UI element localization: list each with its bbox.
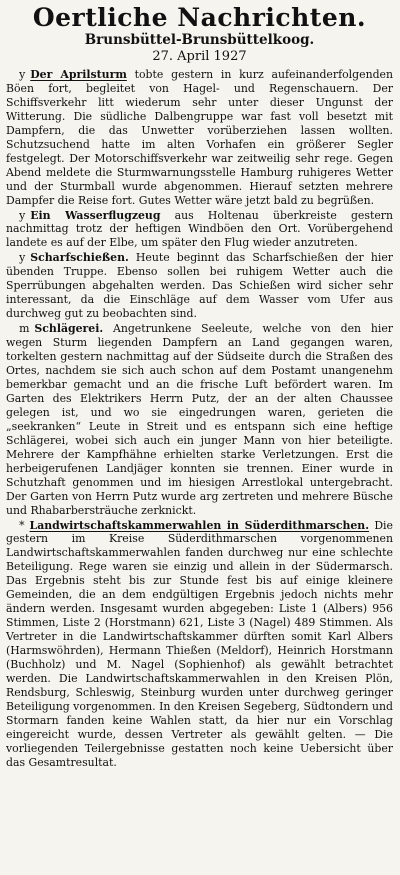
article-body: Heute beginnt das Scharfschießen der hier übenden Truppe. Ebenso sollen bei ruhigem Wetter auch die Sperrübungen abgehalten werden. Das Schießen wird sicher sehr interessant, da die Einschläge auf dem Wasser vom Ufer aus durchweg gut zu beobachten sind. xyxy=(6,251,393,321)
article-schlaegerei xyxy=(6,322,393,517)
article-body: Angetrunkene Seeleute, welche von den hier wegen Sturm liegenden Dampfern an Land gegangen waren, torkelten gestern nachmittag auf der Südseite durch die Straßen des Ortes, nachdem sie sich auch schon auf dem Postamt unangenehm bemerkbar gemacht und an die frische Luft befördert waren. Im Garten des Elektrikers Herrn Putz, der an der alten Chaussee gelegen ist, und wo sie eingedrungen waren, gerieten die „seekranken“ Leute in Streit und es entspann sich eine heftige Schlägerei, wobei sich auch ein junger Mann von hier beteiligte. Mehrere der Kampfhähne erhielten starke Verletzungen. Erst die herbeigerufenen Landjäger konnten sie trennen. Einer wurde in Schutzhaft genommen und im hiesigen Arrestlokal untergebracht. Der Garten von Herrn Putz wurde arg zertreten und mehrere Büsche und Rhabarbersträuche zerknickt. xyxy=(6,322,393,517)
article-headline: Ein Wasserflugzeug xyxy=(30,208,161,222)
article-headline: Der Aprilsturm xyxy=(30,68,127,81)
article-body: Die gestern im Kreise Süderdithmarschen vorgenommenen Landwirtschaftskammerwahlen fanden durchweg nur eine schlechte Beteiligung. Rege waren sie einzig und allein in der Südermarsch. Das Ergebnis steht bis zur Stunde fest bis auf einige kleinere Gemeinden, die an dem endgültigen Ergebnis jedoch nichts mehr ändern werden. Insgesamt wurden abgegeben: Liste 1 (Albers) 956 Stimmen, Liste 2 (Horstmann) 621, Liste 3 (Nagel) 489 Stimmen. Als Vertreter in die Landwirtschaftskammer dürften somit Karl Albers (Harmswöhrden), Hermann Thießen (Meldorf), Heinrich Horstmann (Buchholz) und M. Nagel (Sophienhof) als gewählt betrachtet werden. Die Landwirtschaftskammerwahlen in den Kreisen Plön, Rendsburg, Schleswig, Steinburg wurden unter durchweg geringer Beteiligung vorgenommen. In den Kreisen Segeberg, Südtondern und Stormarn fanden keine Wahlen statt, da hier nur ein Vorschlag eingereicht wurde, dessen Vertreter als gewählt gelten. — Die vorliegenden Teilergebnisse gestatten noch keine Uebersicht über das Gesamtresultat. xyxy=(6,518,393,769)
article-headline: Landwirtschaftskammerwahlen in Süderdithmarschen. xyxy=(29,518,370,532)
article-body: tobte gestern in kurz aufeinanderfolgenden Böen fort, begleitet von Hagel- und Regenschauern. Der Schiffsverkehr litt wiederum sehr unter dieser Ungunst der Witterung. Die südliche Dalbengruppe war fast voll besetzt mit Dampfern, die das Unwetter vorüberziehen lassen wollten. Schutzsuchend hatte im alten Vorhafen ein größerer Segler festgelegt. Der Motorschiffsverkehr war zeitweilig sehr rege. Gegen Abend meldete die Sturmwarnungsstelle Hamburg ruhigeres Wetter und der Sturmball wurde abgenommen. Hierauf setzten mehrere Dampfer die Reise fort. Gutes Wetter wäre jetzt bald zu begrüßen. xyxy=(6,68,394,207)
article-marker: * xyxy=(19,518,25,532)
article-marker: m xyxy=(19,322,30,336)
article-kammerwahlen xyxy=(6,519,393,770)
article-marker: y xyxy=(19,208,26,222)
issue-date: 27. April 1927 xyxy=(152,49,247,64)
article-scharfschiessen xyxy=(6,251,393,321)
article-marker: y xyxy=(19,68,26,81)
section-subtitle: Brunsbüttel-Brunsbüttelkoog. xyxy=(84,32,315,48)
article-marker: y xyxy=(19,251,26,265)
article-body: aus Holtenau überkreiste gestern nachmittag trotz der heftigen Windböen den Ort. Vorübergehend landete es auf der Elbe, um später den Flug wieder anzutreten. xyxy=(6,208,393,250)
article-headline: Scharfschießen. xyxy=(30,251,129,265)
masthead xyxy=(6,4,393,65)
article-headline: Schlägerei. xyxy=(34,322,104,336)
article-wasserflugzeug xyxy=(6,209,393,251)
article-aprilsturm xyxy=(6,68,393,208)
section-title: Oertliche Nachrichten. xyxy=(32,3,367,32)
